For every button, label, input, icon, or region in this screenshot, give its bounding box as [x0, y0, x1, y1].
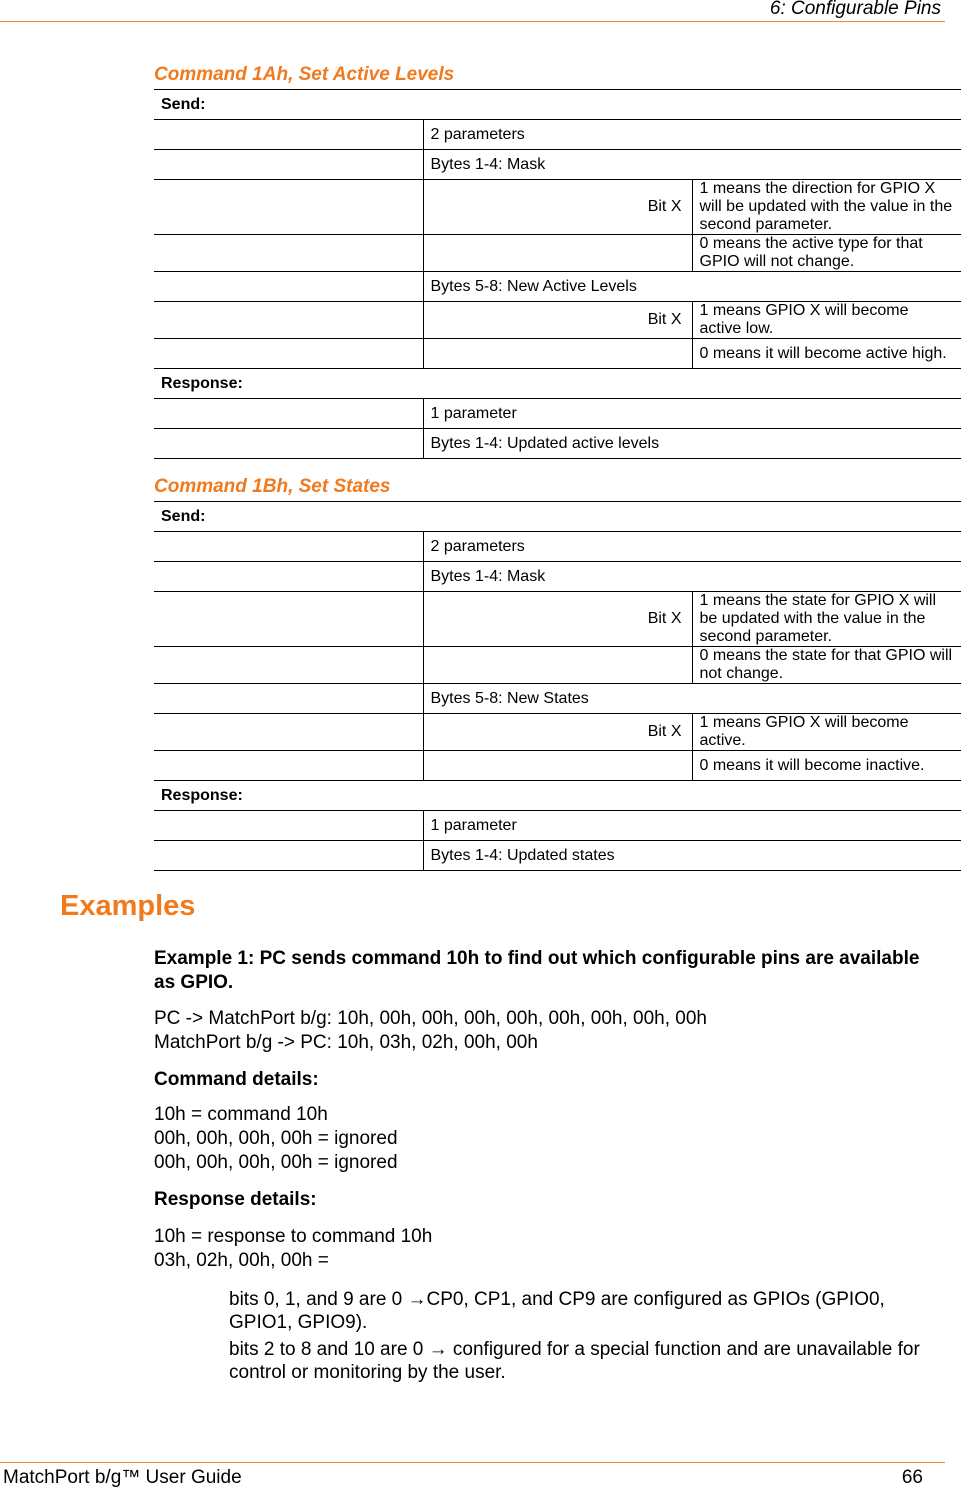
send-label: Send:: [154, 90, 961, 120]
table-row: [154, 714, 961, 751]
table-row: [154, 684, 961, 714]
bit-label: Bit X: [423, 714, 692, 751]
table-row: [154, 811, 961, 841]
header-rule: [0, 21, 945, 22]
send-label-row: [154, 90, 961, 120]
table-row: [154, 592, 961, 647]
response-label: Response:: [154, 369, 961, 399]
command-detail-line: 10h = command 10h: [154, 1104, 328, 1125]
table-row: [154, 562, 961, 592]
command-1bh-table: [154, 501, 961, 871]
table-row: [154, 532, 961, 562]
response-detail-line: 03h, 02h, 00h, 00h =: [154, 1250, 329, 1271]
table-row: [154, 751, 961, 781]
param-count: 2 parameters: [423, 120, 961, 150]
param-count: 2 parameters: [423, 532, 961, 562]
table-row: [154, 302, 961, 339]
table-row: [154, 647, 961, 684]
bits-special-note: bits 2 to 8 and 10 are 0 → configured for a special function and are unavailable for control or monitoring by the user.: [229, 1339, 920, 1383]
chapter-header: 6: Configurable Pins: [769, 0, 941, 19]
page-number: 66: [901, 1467, 923, 1488]
new-one-desc: 1 means GPIO X will become active.: [692, 714, 961, 751]
response-details-label: Response details:: [154, 1189, 317, 1210]
mask-label: Bytes 1-4: Mask: [423, 562, 961, 592]
table-row: [154, 180, 961, 235]
send-label-row: [154, 502, 961, 532]
table-row: [154, 235, 961, 272]
response-bytes: Bytes 1-4: Updated active levels: [423, 429, 961, 459]
table-row: [154, 841, 961, 871]
examples-heading: Examples: [60, 890, 196, 922]
new-zero-desc: 0 means it will become active high.: [692, 339, 961, 369]
new-one-desc: 1 means GPIO X will become active low.: [692, 302, 961, 339]
command-1ah-table: [154, 89, 961, 459]
table-row: [154, 429, 961, 459]
table-row: [154, 339, 961, 369]
footer-title: MatchPort b/g™ User Guide: [3, 1467, 242, 1488]
pc-to-device-line: PC -> MatchPort b/g: 10h, 00h, 00h, 00h, 00h, 00h, 00h, 00h, 00h: [154, 1008, 707, 1029]
new-levels-label: Bytes 5-8: New Active Levels: [423, 272, 961, 302]
command-1bh-heading: Command 1Bh, Set States: [154, 476, 391, 497]
response-detail-line: 10h = response to command 10h: [154, 1226, 433, 1247]
response-bytes: Bytes 1-4: Updated states: [423, 841, 961, 871]
bit-label: Bit X: [423, 302, 692, 339]
bits-gpio-note: bits 0, 1, and 9 are 0 →CP0, CP1, and CP9 are configured as GPIOs (GPIO0, GPIO1, GPIO9).: [229, 1289, 885, 1333]
example-1-title: Example 1: PC sends command 10h to find out which configurable pins are available as GPIO.: [154, 948, 920, 993]
mask-zero-desc: 0 means the active type for that GPIO will not change.: [692, 235, 961, 272]
response-label: Response:: [154, 781, 961, 811]
device-to-pc-line: MatchPort b/g -> PC: 10h, 03h, 02h, 00h, 00h: [154, 1032, 538, 1053]
response-param-count: 1 parameter: [423, 399, 961, 429]
mask-label: Bytes 1-4: Mask: [423, 150, 961, 180]
table-row: [154, 120, 961, 150]
response-label-row: [154, 781, 961, 811]
command-detail-line: 00h, 00h, 00h, 00h = ignored: [154, 1128, 398, 1149]
table-row: [154, 399, 961, 429]
mask-one-desc: 1 means the state for GPIO X will be updated with the value in the second parameter.: [692, 592, 961, 647]
bit-label: Bit X: [423, 592, 692, 647]
response-param-count: 1 parameter: [423, 811, 961, 841]
mask-zero-desc: 0 means the state for that GPIO will not change.: [692, 647, 961, 684]
table-row: [154, 272, 961, 302]
command-1ah-heading: Command 1Ah, Set Active Levels: [154, 64, 455, 85]
footer-rule: [0, 1462, 945, 1463]
send-label: Send:: [154, 502, 961, 532]
response-label-row: [154, 369, 961, 399]
new-states-label: Bytes 5-8: New States: [423, 684, 961, 714]
command-details-label: Command details:: [154, 1069, 319, 1090]
bit-label: Bit X: [423, 180, 692, 235]
table-row: [154, 150, 961, 180]
new-zero-desc: 0 means it will become inactive.: [692, 751, 961, 781]
command-detail-line: 00h, 00h, 00h, 00h = ignored: [154, 1152, 398, 1173]
mask-one-desc: 1 means the direction for GPIO X will be updated with the value in the second parameter.: [692, 180, 961, 235]
